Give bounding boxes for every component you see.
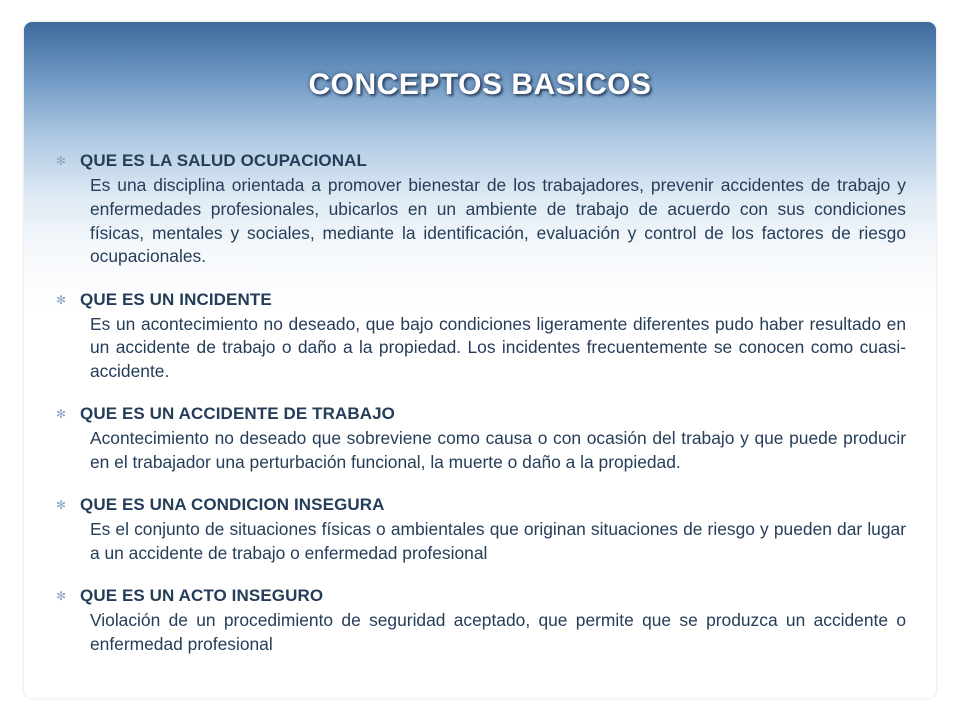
concept-heading-label: QUE ES UN ACTO INSEGURO: [80, 586, 324, 606]
concept-item-accidente-de-trabajo: [56, 401, 906, 475]
concept-item-salud-ocupacional: [56, 148, 906, 269]
asterisk-bullet-icon: ✻: [56, 292, 67, 307]
concept-heading-label: QUE ES UNA CONDICION INSEGURA: [80, 495, 385, 515]
concept-definition: Acontecimiento no deseado que sobreviene como causa o con ocasión del trabajo y que puede producir en el trabajador una perturbación funcional, la muerte o daño a la propiedad.: [90, 428, 906, 473]
concept-heading: [56, 492, 906, 518]
concept-heading: [56, 148, 906, 174]
concept-heading-label: QUE ES UN INCIDENTE: [80, 289, 272, 309]
concept-item-acto-inseguro: [56, 583, 906, 657]
concept-heading-label: QUE ES LA SALUD OCUPACIONAL: [80, 151, 367, 170]
slide-content: [56, 148, 906, 674]
concept-item-condicion-insegura: [56, 492, 906, 566]
concept-definition: Es un acontecimiento no deseado, que bajo condiciones ligeramente diferentes pudo haber resultado en un accidente de trabajo o daño a la propiedad. Los incidentes frecuentemente se conocen como cuasi-accidente.: [90, 313, 906, 382]
asterisk-bullet-icon: ✻: [56, 154, 67, 168]
concept-heading: [56, 287, 906, 313]
concept-definition: Es el conjunto de situaciones físicas o ambientales que originan situaciones de riesgo y pueden dar lugar a un accidente de trabajo o enfermedad profesional: [90, 519, 906, 564]
concept-item-incidente: [56, 287, 906, 384]
asterisk-bullet-icon: ✻: [56, 407, 67, 422]
concept-heading: [56, 583, 906, 609]
concept-definition: Violación de un procedimiento de seguridad aceptado, que permite que se produzca un accidente o enfermedad profesional: [90, 610, 906, 655]
concept-definition: Es una disciplina orientada a promover bienestar de los trabajadores, prevenir accidentes de trabajo y enfermedades profesionales, ubicarlos en un ambiente de trabajo de acuerdo con sus condiciones físicas, mentales y sociales, mediante la identificación, evaluación y control de los factores de riesgo ocupacionales.: [90, 175, 906, 267]
asterisk-bullet-icon: ✻: [56, 498, 67, 513]
concept-heading-label: QUE ES UN ACCIDENTE DE TRABAJO: [80, 404, 396, 424]
concept-heading: [56, 401, 906, 427]
asterisk-bullet-icon: ✻: [56, 589, 67, 604]
slide-title: CONCEPTOS BASICOS: [308, 68, 652, 101]
